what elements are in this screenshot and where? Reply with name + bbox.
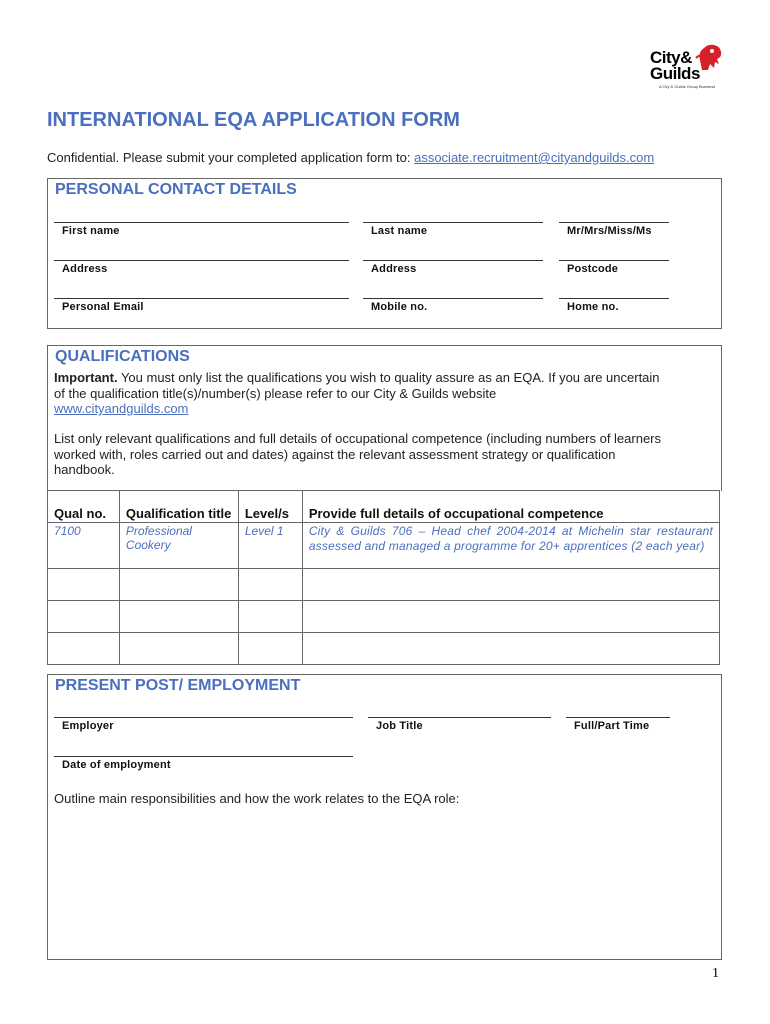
- responsibilities-textarea[interactable]: [54, 812, 714, 952]
- page-title: INTERNATIONAL EQA APPLICATION FORM: [47, 109, 460, 131]
- example-qual-no[interactable]: 7100: [48, 523, 120, 569]
- logo-line-1: City&: [650, 48, 692, 67]
- mobile-input-line[interactable]: [363, 298, 543, 299]
- postcode-input-line[interactable]: [559, 260, 669, 261]
- employer-input-line[interactable]: [54, 717, 353, 718]
- logo-line-2: Guilds: [650, 64, 700, 83]
- intro-text: Confidential. Please submit your completed application form to:: [47, 150, 415, 165]
- title-cell[interactable]: [119, 633, 238, 665]
- example-level[interactable]: Level 1: [238, 523, 302, 569]
- job-title-label: Job Title: [376, 720, 423, 732]
- employment-heading: PRESENT POST/ EMPLOYMENT: [55, 677, 301, 694]
- address-2-label: Address: [371, 263, 417, 275]
- qual-no-cell[interactable]: [48, 569, 120, 601]
- table-row-example: [48, 523, 720, 569]
- full-part-time-input-line[interactable]: [566, 717, 670, 718]
- header-levels: Level/s: [238, 491, 302, 523]
- details-cell[interactable]: [302, 569, 719, 601]
- qual-no-cell[interactable]: [48, 601, 120, 633]
- personal-contact-heading: PERSONAL CONTACT DETAILS: [55, 181, 297, 198]
- level-cell[interactable]: [238, 601, 302, 633]
- address-2-input-line[interactable]: [363, 260, 543, 261]
- details-cell[interactable]: [302, 633, 719, 665]
- full-part-time-label: Full/Part Time: [574, 720, 650, 732]
- important-text: You must only list the qualifications you wish to quality assure as an EQA. If you are uncertain of the qualification title(s)/number(s) please refer to our City & Guilds website: [54, 370, 660, 401]
- home-phone-label: Home no.: [567, 301, 619, 313]
- mobile-label: Mobile no.: [371, 301, 428, 313]
- table-header-row: [48, 491, 720, 523]
- qualifications-list-instructions: List only relevant qualifications and full details of occupational competence (including numbers of learners worked with, roles carried out and dates) against the relevant assessment strategy or qualification handbook.: [54, 431, 662, 477]
- title-cell[interactable]: [119, 569, 238, 601]
- employer-label: Employer: [62, 720, 114, 732]
- example-title[interactable]: Professional Cookery: [119, 523, 238, 569]
- postcode-label: Postcode: [567, 263, 619, 275]
- job-title-input-line[interactable]: [368, 717, 551, 718]
- recruitment-email-link[interactable]: associate.recruitment@cityandguilds.com: [414, 150, 655, 165]
- address-1-label: Address: [62, 263, 108, 275]
- table-row: [48, 569, 720, 601]
- first-name-input-line[interactable]: [54, 222, 349, 223]
- last-name-input-line[interactable]: [363, 222, 543, 223]
- website-link[interactable]: www.cityandguilds.com: [54, 401, 189, 416]
- qualifications-heading: QUALIFICATIONS: [55, 348, 190, 365]
- level-cell[interactable]: [238, 569, 302, 601]
- first-name-label: First name: [62, 225, 120, 237]
- page-number: 1: [712, 966, 719, 981]
- qualifications-table: [47, 490, 720, 665]
- employment-date-label: Date of employment: [62, 759, 171, 771]
- title-input-line[interactable]: [559, 222, 669, 223]
- lion-icon: [694, 40, 724, 74]
- employment-date-input-line[interactable]: [54, 756, 353, 757]
- table-row: [48, 633, 720, 665]
- level-cell[interactable]: [238, 633, 302, 665]
- personal-email-label: Personal Email: [62, 301, 144, 313]
- title-label: Mr/Mrs/Miss/Ms: [567, 225, 652, 237]
- header-qualification-title: Qualification title: [119, 491, 238, 523]
- table-row: [48, 601, 720, 633]
- home-phone-input-line[interactable]: [559, 298, 669, 299]
- example-details[interactable]: City & Guilds 706 – Head chef 2004-2014 at Michelin star restaurant assessed and managed a programme for 20+ apprentices (2 each year): [302, 523, 719, 569]
- logo-tagline: A City & Guilds Group Business: [659, 84, 716, 89]
- intro-line: [47, 150, 654, 165]
- personal-email-input-line[interactable]: [54, 298, 349, 299]
- qual-no-cell[interactable]: [48, 633, 120, 665]
- city-and-guilds-logo: [640, 40, 725, 92]
- header-qual-no: Qual no.: [48, 491, 120, 523]
- qualifications-important-note: [54, 370, 664, 417]
- title-cell[interactable]: [119, 601, 238, 633]
- last-name-label: Last name: [371, 225, 428, 237]
- header-competence-details: Provide full details of occupational competence: [302, 491, 719, 523]
- details-cell[interactable]: [302, 601, 719, 633]
- responsibilities-prompt: Outline main responsibilities and how the work relates to the EQA role:: [54, 791, 460, 806]
- address-1-input-line[interactable]: [54, 260, 349, 261]
- important-label: Important.: [54, 370, 118, 385]
